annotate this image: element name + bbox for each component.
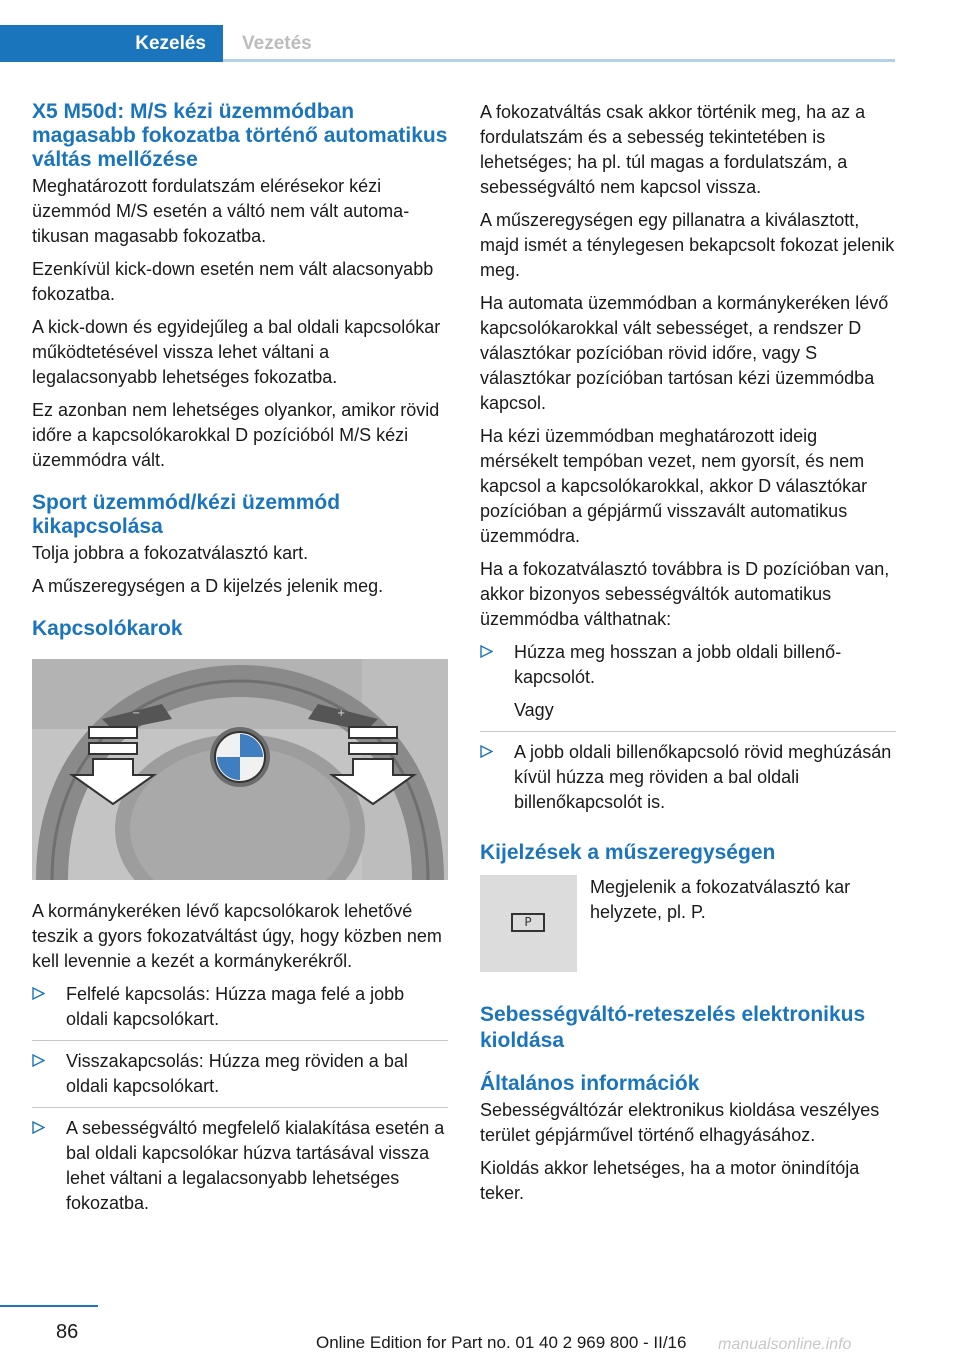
heading-sport-mode: Sport üzemmód/kézi üzemmód kikapcsolása [32, 491, 341, 538]
svg-text:+: + [337, 708, 346, 719]
paragraph: Ez azonban nem lehetséges olyankor, amikor rövid időre a kapcsolókarokkal D pozícióból M/S kézi üzemmódra vált. [32, 400, 440, 470]
triangle-bullet-icon [32, 1054, 45, 1067]
list-item [32, 1049, 448, 1108]
heading-gear-lock-release: Sebességváltó-reteszelés elektronikus kioldása [480, 1003, 866, 1052]
footer-rule [0, 1305, 98, 1307]
page-number: 86 [56, 1321, 79, 1343]
paragraph: Meghatározott fordulatszám elérésekor kézi üzemmód M/S esetén a váltó nem vált automatikusan magasabb fokozatba. [32, 176, 410, 246]
list-item-text: A jobb oldali billenőkapcsoló rövid meghúzásán kívül húzza meg röviden a bal oldali billenőkapcsolót is. [514, 742, 892, 812]
paragraph: Tolja jobbra a fokozatválasztó kart. [32, 543, 309, 563]
paragraph: Ha kézi üzemmódban meghatározott ideig mérsékelt tempóban vezet, nem gyorsít, és nem kapcsol a kapcsolókarokkal, akkor D választókar pozícióban a gépjármű visszavált automatikus üzemmódra. [480, 426, 868, 546]
triangle-bullet-icon [32, 987, 45, 1000]
triangle-bullet-icon [480, 745, 493, 758]
paddle-bullet-list [32, 982, 448, 1224]
header-tabs [0, 25, 895, 62]
triangle-bullet-icon [480, 645, 493, 658]
watermark: manualsonline.info [718, 1336, 852, 1353]
heading-instrument-display: Kijelzések a műszeregységen [480, 841, 776, 864]
gear-display-image [480, 875, 577, 972]
heading-ms-mode: X5 M50d: M/S kézi üzemmódban magasabb fokozatba történő automatikus váltás mellőzése [32, 100, 448, 171]
left-column [32, 100, 448, 1232]
paragraph: A fokozatváltás csak akkor történik meg, ha az a fordulatszám és a sebesség tekintetében is lehetséges; ha pl. túl magas a fordulatszám, a sebességváltó nem kapcsol vissza. [480, 102, 866, 197]
list-item-text: A sebességváltó megfelelő kialakítása esetén a bal oldali kapcsolókar húzva tartásával vissza lehet váltani a legalacsonyabb lehetséges fokozatba. [66, 1118, 445, 1213]
list-item [32, 1116, 448, 1224]
list-item-or: Vagy [514, 700, 554, 720]
auto-mode-bullet-list [480, 640, 896, 823]
list-item [480, 640, 896, 732]
tab-underline [223, 59, 895, 62]
paragraph: A kormánykeréken lévő kapcsolókarok lehetővé teszik a gyors fokozatváltást úgy, hogy közben nem kell levennie a kezét a kormánykerékről. [32, 901, 442, 971]
paragraph: A kick-down és egyidejűleg a bal oldali kapcsolókar működtetésével vissza lehet váltani a legalacsonyabb lehetséges fokozatba. [32, 317, 441, 387]
list-item-text: Visszakapcsolás: Húzza meg röviden a bal oldali kapcsolókart. [66, 1051, 408, 1096]
steering-wheel-paddles-image [32, 659, 448, 880]
paragraph: Sebességváltózár elektronikus kioldása veszélyes terület gépjárművel történő elhagyásához. [480, 1100, 880, 1145]
display-example [480, 875, 896, 972]
triangle-bullet-icon [32, 1121, 45, 1134]
paragraph: Kioldás akkor lehetséges, ha a motor önindítója teker. [480, 1158, 860, 1203]
paragraph: A műszeregységen a D kijelzés jelenik meg. [32, 576, 384, 596]
list-item-text: Felfelé kapcsolás: Húzza maga felé a jobb oldali kapcsolókart. [66, 984, 405, 1029]
svg-text:−: − [132, 708, 141, 719]
list-item [32, 982, 448, 1041]
heading-general-info: Általános információk [480, 1072, 700, 1095]
edition-note: Online Edition for Part no. 01 40 2 969 800 - II/16 [316, 1333, 687, 1352]
tab-vezetes[interactable]: Vezetés [242, 32, 312, 54]
paragraph: Ha a fokozatválasztó továbbra is D pozícióban van, akkor bizonyos sebességváltók automatikus üzemmódba válthatnak: [480, 559, 890, 629]
paragraph: Ha automata üzemmódban a kormánykeréken lévő kapcsolókarokkal vált sebességet, a rendszer D választókar pozícióban rövid időre, vagy S választókar pozícióban tartósan kézi üzemmódba kapcsol. [480, 293, 889, 413]
paragraph: A műszeregységen egy pillanatra a kiválasztott, majd ismét a ténylegesen bekapcsolt fokozat jelenik meg. [480, 210, 895, 280]
paragraph: Ezenkívül kick-down esetén nem vált alacsonyabb fokozatba. [32, 259, 434, 304]
right-column [480, 100, 896, 1214]
list-item [480, 740, 896, 823]
tab-kezeles[interactable]: Kezelés [0, 25, 223, 62]
display-description: Megjelenik a fokozatválasztó kar helyzete, pl. P. [590, 877, 851, 922]
gear-indicator-letter: P [524, 915, 532, 929]
list-item-text: Húzza meg hosszan a jobb oldali billenőkapcsolót. [514, 642, 842, 687]
heading-paddles: Kapcsolókarok [32, 617, 183, 640]
